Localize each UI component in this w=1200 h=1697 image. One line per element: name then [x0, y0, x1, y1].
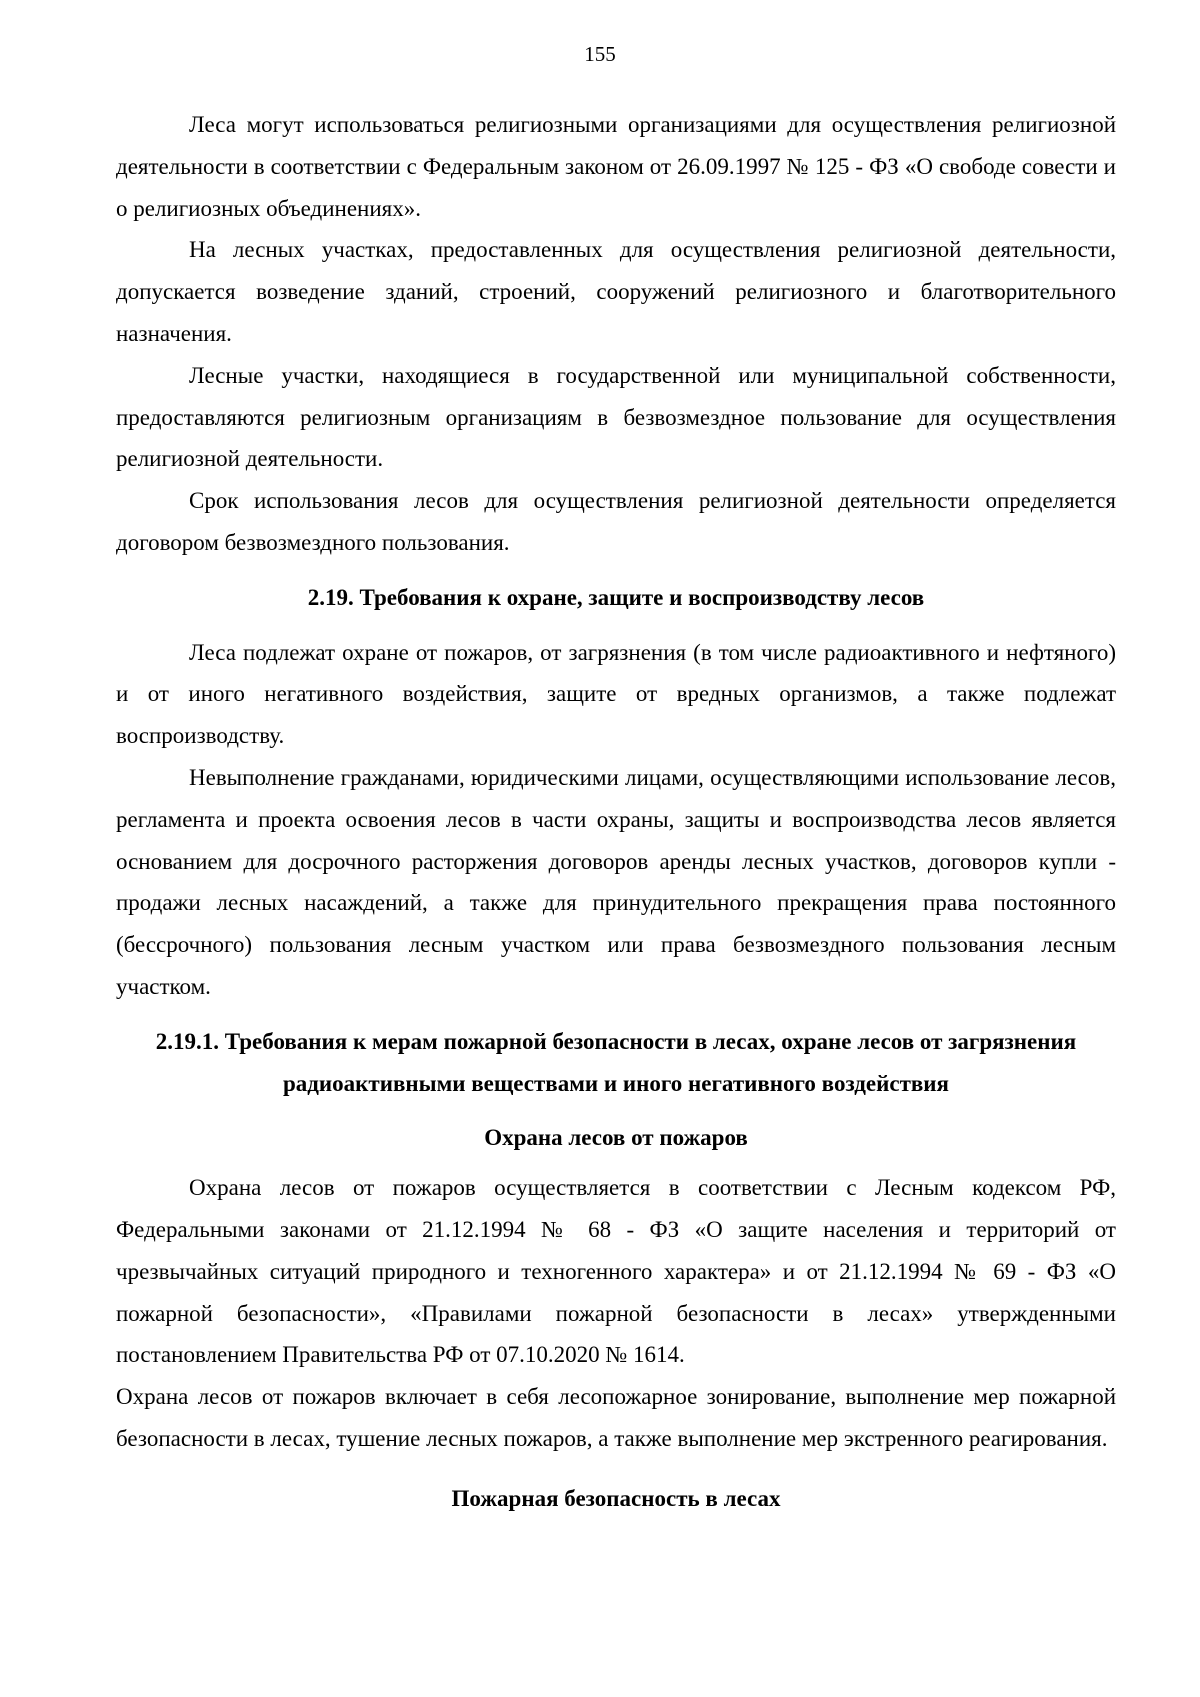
paragraph-fire-protection-includes: Охрана лесов от пожаров включает в себя лесопожарное зонирование, выполнение мер пожарной безопасности в лесах, тушение лесных пожаров, а также выполнение мер экстренного реагирования.: [116, 1384, 1116, 1451]
paragraph-use-term: Срок использования лесов для осуществления религиозной деятельности определяется договором безвозмездного пользования.: [116, 488, 1116, 555]
paragraph-religious-use: Леса могут использоваться религиозными организациями для осуществления религиозной деятельности в соответствии с Федеральным законом от 26.09.1997 № 125 - ФЗ «О свободе совести и о религиозных объединениях».: [116, 112, 1116, 221]
section-heading-fire-safety-requirements: 2.19.1. Требования к мерам пожарной безопасности в лесах, охране лесов от загрязнения радиоактивными веществами и иного негативного воздействия: [155, 1028, 1077, 1096]
paragraph-non-compliance: Невыполнение гражданами, юридическими лицами, осуществляющими использование лесов, регламента и проекта освоения лесов в части охраны, защиты и воспроизводства лесов является основанием для досрочного расторжения договоров аренды лесных участков, договоров купли - продажи лесных насаждений, а также для принудительного прекращения права постоянного (бессрочного) пользования лесным участком или права безвозмездного пользования лесным участком.: [116, 764, 1116, 999]
paragraph-religious-construction: На лесных участках, предоставленных для осуществления религиозной деятельности, допускается возведение зданий, строений, сооружений религиозного и благотворительного назначения.: [116, 237, 1116, 346]
paragraph-fire-protection-law: Охрана лесов от пожаров осуществляется в соответствии с Лесным кодексом РФ, Федеральными законами от 21.12.1994 № 68 - ФЗ «О защите населения и территорий от чрезвычайных ситуаций природного и техногенного характера» и от 21.12.1994 № 69 - ФЗ «О пожарной безопасности», «Правилами пожарной безопасности в лесах» утвержденными постановлением Правительства РФ от 07.10.2020 № 1614.: [116, 1175, 1116, 1368]
subheading-fire-safety: Пожарная безопасность в лесах: [451, 1485, 781, 1511]
paragraph-protection-scope: Леса подлежат охране от пожаров, от загрязнения (в том числе радиоактивного и нефтяного) и от иного негативного воздействия, защите от вредных организмов, а также подлежат воспроизводству.: [116, 639, 1116, 749]
subheading-fire-protection: Охрана лесов от пожаров: [484, 1125, 748, 1151]
section-heading-forest-protection: 2.19. Требования к охране, защите и воспроизводству лесов: [307, 584, 925, 610]
document-body: [116, 104, 1116, 1533]
page-number: 155: [584, 42, 616, 66]
paragraph-free-use: Лесные участки, находящиеся в государственной или муниципальной собственности, предоставляются религиозным организациям в безвозмездное пользование для осуществления религиозной деятельности.: [116, 362, 1116, 472]
